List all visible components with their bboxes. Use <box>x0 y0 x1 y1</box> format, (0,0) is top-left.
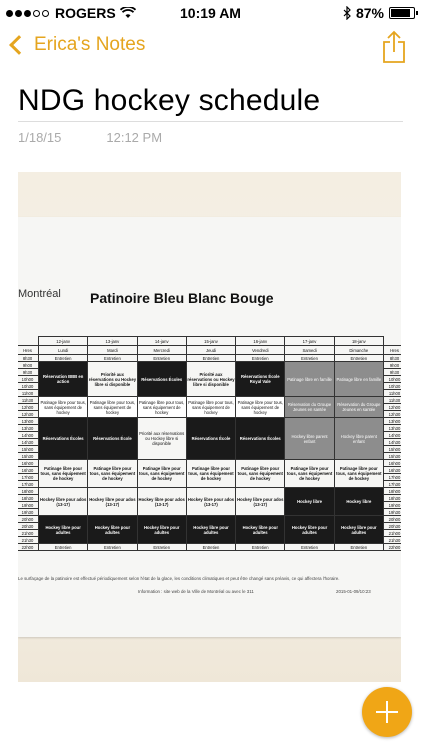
hour-cell: 20h30 <box>18 523 39 530</box>
sheet-title: Patinoire Bleu Blanc Bouge <box>90 290 274 306</box>
schedule-cell: Priorité aux réservations ou Hockey libre si disponible <box>137 418 186 460</box>
status-bar <box>0 0 421 26</box>
hour-cell: 20h00 <box>18 516 39 523</box>
hour-cell: 22h00 <box>18 544 39 551</box>
title-divider <box>18 121 403 122</box>
status-time: 10:19 AM <box>180 5 241 21</box>
logo-text: Montréal <box>18 288 61 300</box>
schedule-cell: Entretien <box>334 355 383 362</box>
schedule-cell: Entretien <box>137 544 186 551</box>
hour-cell: 18h30 <box>18 495 39 502</box>
schedule-cell: Hockey libre parent enfant <box>285 418 334 460</box>
schedule-cell: Patinage libre pour tous, sans équipement de hockey <box>186 397 235 418</box>
hour-cell: 21h30 <box>384 537 402 544</box>
hour-cell: 12h00 <box>384 404 402 411</box>
hour-cell: 17h00 <box>18 474 39 481</box>
schedule-cell: Entretien <box>39 544 88 551</box>
schedule-cell: Réservation du Groupe Jeunes en santée <box>285 397 334 418</box>
schedule-cell: Réservations École <box>186 418 235 460</box>
hour-cell: 16h00 <box>18 460 39 467</box>
hour-cell: 17h00 <box>384 474 402 481</box>
date-cell: 14-janv <box>137 337 186 346</box>
hour-cell: 18h00 <box>384 488 402 495</box>
schedule-cell: Hockey libre pour ados (13-17) <box>137 488 186 516</box>
battery-fill <box>391 9 410 17</box>
schedule-cell: Réservations Écoles <box>137 362 186 397</box>
schedule-cell: Hockey libre pour adultes <box>285 516 334 544</box>
navigation-bar <box>0 30 421 66</box>
schedule-cell: Entretien <box>285 355 334 362</box>
hour-cell: 19h30 <box>18 509 39 516</box>
day-cell: Dimanche <box>334 346 383 355</box>
hour-cell: 11h30 <box>18 397 39 404</box>
battery-percent: 87% <box>355 5 384 21</box>
hour-cell: 20h00 <box>384 516 402 523</box>
schedule-cell: Entretien <box>88 355 137 362</box>
hour-cell: 18h00 <box>18 488 39 495</box>
hour-cell: 19h30 <box>384 509 402 516</box>
schedule-cell: Patinage libre en famille <box>285 362 334 397</box>
hour-cell: 13h00 <box>384 418 402 425</box>
date-cell: 16-janv <box>236 337 285 346</box>
schedule-cell: Entretien <box>186 355 235 362</box>
hour-cell: 13h30 <box>384 425 402 432</box>
schedule-cell: Patinage libre pour tous, sans équipement de hockey <box>39 460 88 488</box>
schedule-cell: Patinage libre pour tous, sans équipement de hockey <box>186 460 235 488</box>
back-label: Erica's Notes <box>34 34 146 55</box>
hour-cell: 14h30 <box>384 439 402 446</box>
schedule-cell: Entretien <box>186 544 235 551</box>
hour-cell: 16h30 <box>18 467 39 474</box>
note-timestamp <box>18 130 162 145</box>
note-title[interactable]: NDG hockey schedule <box>18 84 321 117</box>
schedule-cell: Patinage libre pour tous, sans équipement de hockey <box>137 460 186 488</box>
hour-cell: 12h00 <box>18 404 39 411</box>
schedule-cell: Réservations Écoles <box>39 418 88 460</box>
day-cell: Lundi <box>39 346 88 355</box>
hour-cell: 21h30 <box>18 537 39 544</box>
schedule-cell: Réservations École <box>88 418 137 460</box>
schedule-cell: Réservations Écoles <box>236 418 285 460</box>
hour-cell: 17h30 <box>18 481 39 488</box>
hour-cell: 15h30 <box>384 453 402 460</box>
hour-cell: 20h30 <box>384 523 402 530</box>
schedule-cell: Entretien <box>285 544 334 551</box>
day-cell: Samedi <box>285 346 334 355</box>
hour-cell: 9h00 <box>18 362 39 369</box>
hour-cell: 14h00 <box>384 432 402 439</box>
hour-cell: 16h00 <box>384 460 402 467</box>
hour-cell: 14h00 <box>18 432 39 439</box>
hour-cell: 9h30 <box>384 369 402 376</box>
schedule-cell: Entretien <box>236 355 285 362</box>
schedule-cell: Hockey libre pour adultes <box>186 516 235 544</box>
hour-cell: 21h00 <box>18 530 39 537</box>
schedule-cell: Réservation BBB en action <box>39 362 88 397</box>
hour-cell: 21h00 <box>384 530 402 537</box>
hour-cell: 10h30 <box>18 383 39 390</box>
hour-cell: 19h00 <box>384 502 402 509</box>
schedule-cell: Hockey libre pour ados (13-17) <box>236 488 285 516</box>
hour-cell: 15h00 <box>18 446 39 453</box>
montreal-logo <box>18 290 61 300</box>
date-cell: 17-janv <box>285 337 334 346</box>
hour-cell: 9h00 <box>384 362 402 369</box>
schedule-cell: Hockey libre <box>285 488 334 516</box>
schedule-cell: Priorité aux réservations ou Hockey libre si disponible <box>88 362 137 397</box>
battery-group <box>343 5 415 21</box>
hour-cell: 14h30 <box>18 439 39 446</box>
date-cell: 15-janv <box>186 337 235 346</box>
schedule-cell: Entretien <box>334 544 383 551</box>
hour-cell: 9h30 <box>18 369 39 376</box>
chevron-left-icon <box>9 35 29 55</box>
schedule-cell: Entretien <box>39 355 88 362</box>
hour-cell: 12h30 <box>384 411 402 418</box>
date-cell: 13-janv <box>88 337 137 346</box>
battery-icon <box>389 7 415 19</box>
day-cell: Mercredi <box>137 346 186 355</box>
hour-cell: 13h30 <box>18 425 39 432</box>
day-cell: Mardi <box>88 346 137 355</box>
hres-header: Hres <box>18 346 39 355</box>
schedule-cell: Patinage libre pour tous, sans équipement de hockey <box>88 460 137 488</box>
hour-cell: 19h00 <box>18 502 39 509</box>
schedule-cell: Hockey libre pour adultes <box>236 516 285 544</box>
schedule-cell: Hockey libre pour adultes <box>334 516 383 544</box>
schedule-cell: Hockey libre pour adultes <box>39 516 88 544</box>
schedule-cell: Hockey libre pour ados (13-17) <box>88 488 137 516</box>
hour-cell: 15h30 <box>18 453 39 460</box>
note-time: 12:12 PM <box>106 130 163 145</box>
day-cell: Vendredi <box>236 346 285 355</box>
schedule-cell: Hockey libre <box>334 488 383 516</box>
hour-cell: 11h00 <box>384 390 402 397</box>
bluetooth-icon <box>343 6 351 20</box>
hour-cell: 10h00 <box>18 376 39 383</box>
new-note-plus-button[interactable] <box>362 687 412 737</box>
schedule-cell: Réservation du Groupe Jeunes en santée <box>334 397 383 418</box>
schedule-cell: Patinage libre pour tous, sans équipement de hockey <box>137 397 186 418</box>
hour-cell: 15h00 <box>384 446 402 453</box>
date-row <box>18 337 401 346</box>
schedule-cell: Hockey libre pour ados (13-17) <box>186 488 235 516</box>
schedule-cell: Patinage libre pour tous, sans équipement de hockey <box>88 397 137 418</box>
hour-cell: 11h00 <box>18 390 39 397</box>
hour-cell: 10h00 <box>384 376 402 383</box>
sheet-footer-note: Le surfaçage de la patinoire est effectué périodiquement selon l'état de la glace, les conditions climatiques et peut être changé sans préavis, ce qui affectera l'horaire. <box>18 576 340 581</box>
schedule-cell: Patinage libre en famille <box>334 362 383 397</box>
schedule-cell: Patinage libre pour tous, sans équipement de hockey <box>334 460 383 488</box>
schedule-photo[interactable] <box>18 172 401 682</box>
back-button[interactable] <box>8 34 145 56</box>
hour-cell: 13h00 <box>18 418 39 425</box>
sheet-footer-date: 2015-01-09/10:23 <box>336 589 371 594</box>
hour-cell: 11h30 <box>384 397 402 404</box>
hour-cell: 16h30 <box>384 467 402 474</box>
day-row <box>18 346 401 355</box>
schedule-cell: Patinage libre pour tous, sans équipement de hockey <box>236 397 285 418</box>
date-cell: 18-janv <box>334 337 383 346</box>
date-cell: 12-janv <box>39 337 88 346</box>
sheet-footer-info: Information : site web de la Ville de Montréal ou avec le 311 <box>138 589 254 594</box>
hour-cell: 10h30 <box>384 383 402 390</box>
schedule-cell: Patinage libre pour tous, sans équipement de hockey <box>39 397 88 418</box>
schedule-cell: Entretien <box>88 544 137 551</box>
hres-header: Hres <box>384 346 402 355</box>
schedule-cell: Patinage libre pour tous, sans équipement de hockey <box>285 460 334 488</box>
hour-cell: 12h30 <box>18 411 39 418</box>
note-date: 1/18/15 <box>18 130 62 145</box>
schedule-cell: Patinage libre pour tous, sans équipement de hockey <box>236 460 285 488</box>
schedule-cell: Hockey libre pour ados (13-17) <box>39 488 88 516</box>
schedule-cell: Hockey libre parent enfant <box>334 418 383 460</box>
hour-cell: 17h30 <box>384 481 402 488</box>
schedule-cell: Entretien <box>236 544 285 551</box>
hour-cell: 8h30 <box>384 355 402 362</box>
hour-cell: 8h30 <box>18 355 39 362</box>
hour-cell: 18h30 <box>384 495 402 502</box>
day-cell: Jeudi <box>186 346 235 355</box>
share-icon[interactable] <box>381 30 407 64</box>
schedule-cell: Hockey libre pour adultes <box>88 516 137 544</box>
schedule-cell: Entretien <box>137 355 186 362</box>
schedule-cell: Hockey libre pour adultes <box>137 516 186 544</box>
hour-cell: 22h00 <box>384 544 402 551</box>
schedule-cell: Réservations École Royal Vale <box>236 362 285 397</box>
schedule-cell: Priorité aux réservations ou Hockey libre si disponible <box>186 362 235 397</box>
carrier-name: ROGERS <box>55 5 116 21</box>
schedule-table <box>18 336 401 551</box>
